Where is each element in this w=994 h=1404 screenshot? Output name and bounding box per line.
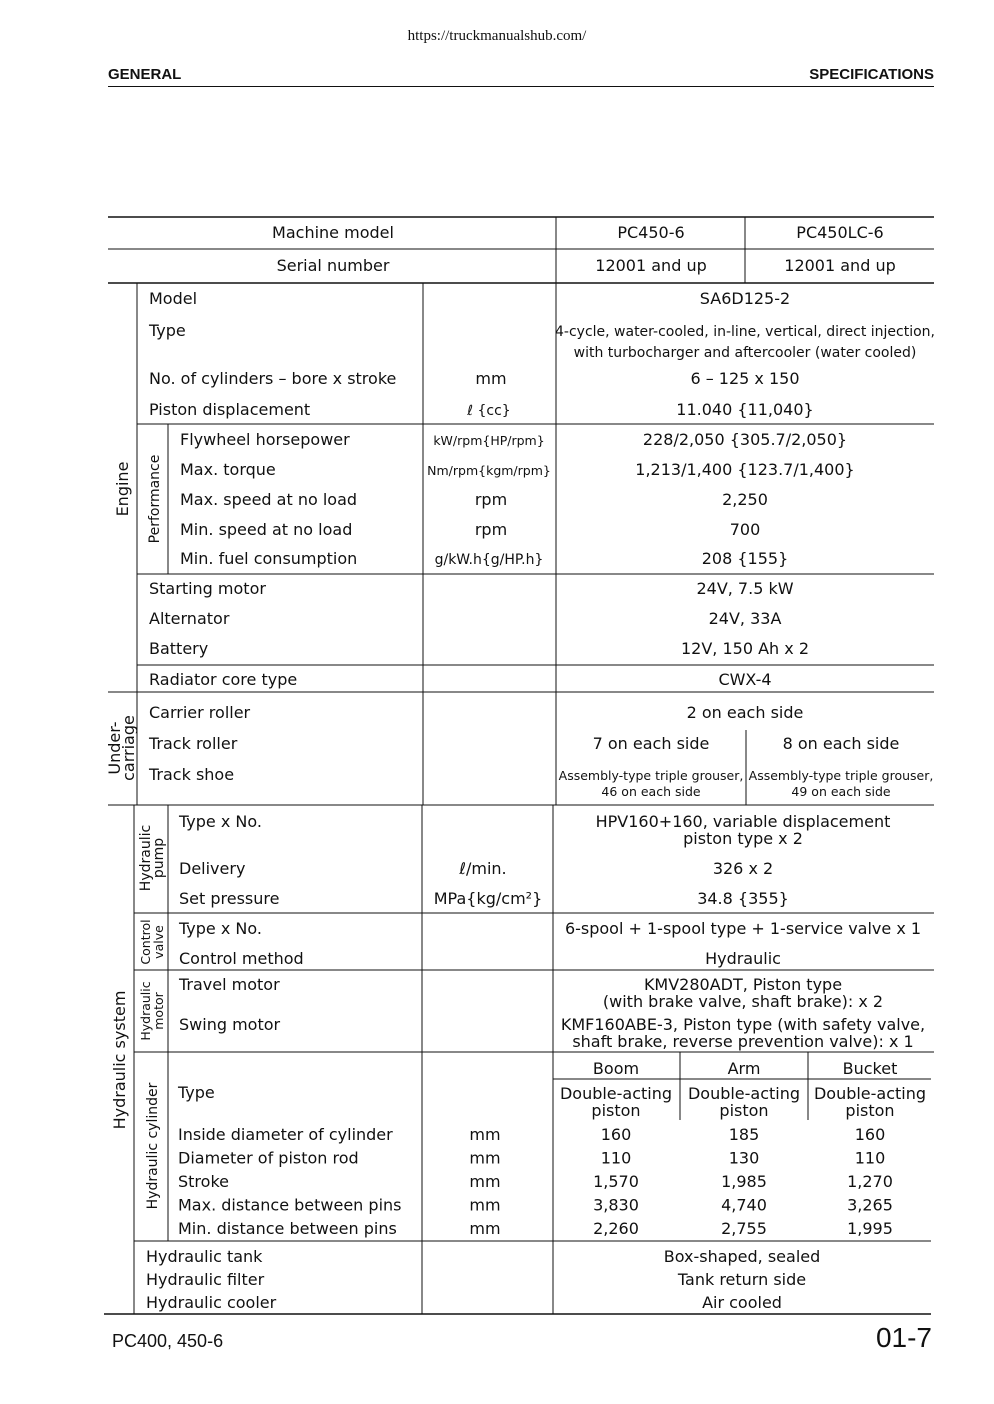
control-method-label: Control method (179, 949, 304, 968)
displacement-unit: ℓ {cc} (467, 403, 511, 419)
track-shoe-col1-line1: Assembly-type triple grouser, (558, 768, 744, 783)
cylinder-col-boom: Boom (592, 1059, 640, 1078)
filter-value: Tank return side (677, 1270, 807, 1289)
fuel-unit: g/kW.h{g/HP.h} (434, 552, 544, 568)
min-speed-unit: rpm (474, 520, 508, 539)
machine-model-col1: PC450-6 (617, 223, 685, 242)
track-shoe-col2-line2: 49 on each side (791, 784, 891, 799)
cylinder-row-label: Min. distance between pins (178, 1219, 397, 1238)
section-hydraulic-pump-label-2: pump (151, 837, 167, 879)
radiator-value: CWX-4 (718, 670, 772, 689)
engine-model-label: Model (149, 289, 198, 308)
swing-motor-label: Swing motor (179, 1015, 281, 1034)
cylinder-row-unit: mm (469, 1219, 501, 1238)
fuel-label: Min. fuel consumption (180, 549, 358, 568)
torque-value: 1,213/1,400 {123.7/1,400} (635, 460, 855, 479)
delivery-unit: ℓ/min. (459, 859, 507, 878)
displacement-label: Piston displacement (149, 400, 311, 419)
track-shoe-col1-line2: 46 on each side (601, 784, 701, 799)
section-undercarriage-label-1: Under- (105, 721, 124, 775)
cylinder-row-arm-value: 130 (728, 1148, 760, 1168)
section-control-valve-label-2: valve (151, 925, 166, 959)
cooler-label: Hydraulic cooler (146, 1293, 277, 1312)
max-speed-label: Max. speed at no load (180, 490, 358, 509)
cylinder-type-bucket-line2: piston (845, 1101, 895, 1120)
cylinders-value: 6 – 125 x 150 (690, 369, 800, 388)
torque-unit: Nm/rpm{kgm/rpm} (427, 463, 551, 478)
cylinder-spec-rows (178, 1125, 893, 1238)
cylinder-row-label: Stroke (178, 1172, 229, 1191)
cylinders-unit: mm (475, 369, 507, 388)
cylinder-row-label: Max. distance between pins (178, 1195, 402, 1215)
alternator-value: 24V, 33A (708, 609, 782, 628)
flywheel-label: Flywheel horsepower (180, 430, 350, 449)
section-hydraulic-motor-label-1: Hydraulic (138, 981, 153, 1041)
section-engine-label: Engine (113, 461, 132, 517)
cylinder-col-arm: Arm (727, 1059, 761, 1078)
max-speed-value: 2,250 (722, 490, 768, 509)
cylinder-row-arm-value: 4,740 (721, 1195, 767, 1215)
track-roller-col1: 7 on each side (592, 734, 710, 753)
delivery-label: Delivery (179, 859, 246, 878)
tank-value: Box-shaped, sealed (663, 1247, 821, 1266)
cylinder-row-boom-value: 160 (600, 1125, 632, 1144)
machine-model-label: Machine model (272, 223, 394, 242)
header-chapter-title: SPECIFICATIONS (809, 66, 934, 83)
cylinder-row-arm-value: 2,755 (721, 1219, 767, 1238)
cylinders-label: No. of cylinders – bore x stroke (149, 369, 397, 388)
set-pressure-value: 34.8 {355} (697, 889, 789, 908)
cylinder-row-boom-value: 110 (600, 1148, 632, 1168)
section-performance-label: Performance (147, 454, 163, 544)
cylinder-row-bucket-value: 1,270 (847, 1172, 893, 1191)
flywheel-unit: kW/rpm{HP/rpm} (433, 433, 545, 448)
cylinder-row-unit: mm (469, 1195, 501, 1215)
cylinder-type-arm-line1: Double-acting (687, 1084, 801, 1103)
machine-model-col2: PC450LC-6 (796, 223, 884, 242)
battery-value: 12V, 150 Ah x 2 (680, 639, 810, 658)
header-section-title: GENERAL (108, 66, 182, 83)
cooler-value: Air cooled (702, 1293, 782, 1312)
track-shoe-col2-line1: Assembly-type triple grouser, (748, 768, 934, 783)
travel-motor-label: Travel motor (179, 975, 280, 994)
cylinder-type-label: Type (178, 1083, 215, 1102)
carrier-roller-label: Carrier roller (149, 703, 251, 722)
battery-label: Battery (149, 639, 209, 658)
section-hydraulic-system-label: Hydraulic system (110, 990, 129, 1130)
flywheel-value: 228/2,050 {305.7/2,050} (642, 430, 848, 449)
valve-type-label: Type x No. (179, 919, 262, 938)
cylinder-row-unit: mm (469, 1172, 501, 1191)
tank-label: Hydraulic tank (146, 1247, 263, 1266)
filter-label: Hydraulic filter (146, 1270, 265, 1289)
engine-type-value-line2: with turbocharger and aftercooler (water cooled) (573, 345, 917, 361)
cylinder-col-bucket: Bucket (842, 1059, 898, 1078)
section-hydraulic-pump-label-1: Hydraulic (138, 824, 154, 892)
set-pressure-label: Set pressure (179, 889, 280, 908)
torque-label: Max. torque (180, 460, 276, 479)
set-pressure-unit: MPa{kg/cm²} (433, 889, 543, 908)
track-shoe-label: Track shoe (149, 765, 235, 784)
footer-model: PC400, 450-6 (112, 1331, 224, 1351)
cylinder-row-bucket-value: 1,995 (847, 1219, 893, 1238)
track-roller-label: Track roller (149, 734, 238, 753)
cylinder-row-bucket-value: 3,265 (847, 1195, 893, 1215)
cylinder-type-bucket-line1: Double-acting (813, 1084, 927, 1103)
travel-motor-value-line2: (with brake valve, shaft brake): x 2 (602, 992, 884, 1011)
engine-type-value-line1: 4-cycle, water-cooled, in-line, vertical, direct injection, (555, 324, 935, 340)
cylinder-row-unit: mm (469, 1148, 501, 1168)
cylinder-row-label: Inside diameter of cylinder (178, 1125, 393, 1144)
section-control-valve-label-1: Control (138, 919, 153, 965)
starter-value: 24V, 7.5 kW (696, 579, 794, 598)
engine-type-label: Type (149, 321, 186, 340)
travel-motor-value-line1: KMV280ADT, Piston type (643, 975, 843, 994)
cylinder-type-boom-line1: Double-acting (559, 1084, 673, 1103)
fuel-value: 208 {155} (701, 549, 789, 568)
source-url[interactable]: https://truckmanualshub.com/ (407, 28, 587, 44)
control-method-value: Hydraulic (705, 949, 781, 968)
starter-label: Starting motor (149, 579, 266, 598)
section-hydraulic-motor-label-2: motor (151, 992, 166, 1030)
cylinder-row-boom-value: 3,830 (593, 1195, 639, 1215)
pump-type-value-line2: piston type x 2 (683, 829, 803, 848)
section-hydraulic-cylinder-label: Hydraulic cylinder (145, 1082, 161, 1210)
max-speed-unit: rpm (474, 490, 508, 509)
swing-motor-value-line1: KMF160ABE-3, Piston type (with safety valve, (560, 1015, 926, 1034)
min-speed-value: 700 (729, 520, 761, 539)
cylinder-type-arm-line2: piston (719, 1101, 769, 1120)
engine-model-value: SA6D125-2 (699, 289, 791, 308)
cylinder-row-boom-value: 2,260 (593, 1219, 639, 1238)
serial-number-col2: 12001 and up (784, 256, 896, 275)
track-roller-col2: 8 on each side (782, 734, 900, 753)
cylinder-row-unit: mm (469, 1125, 501, 1144)
cylinder-type-boom-line2: piston (591, 1101, 641, 1120)
displacement-value: 11.040 {11,040} (676, 400, 814, 419)
cylinder-row-boom-value: 1,570 (593, 1172, 639, 1191)
cylinder-row-arm-value: 1,985 (721, 1172, 767, 1191)
cylinder-row-arm-value: 185 (728, 1125, 760, 1144)
cylinder-row-bucket-value: 160 (854, 1125, 886, 1144)
section-undercarriage-label-2: carriage (119, 715, 138, 781)
cylinder-row-label: Diameter of piston rod (178, 1148, 359, 1168)
footer-page-number: 01-7 (875, 1322, 932, 1353)
serial-number-label: Serial number (276, 256, 390, 275)
pump-type-value-line1: HPV160+160, variable displacement (595, 812, 891, 831)
valve-type-value: 6-spool + 1-spool type + 1-service valve x 1 (564, 919, 922, 938)
carrier-roller-value: 2 on each side (686, 703, 804, 722)
delivery-value: 326 x 2 (712, 859, 774, 878)
alternator-label: Alternator (149, 609, 230, 628)
pump-type-label: Type x No. (179, 812, 262, 831)
swing-motor-value-line2: shaft brake, reverse prevention valve): x 1 (572, 1032, 914, 1051)
min-speed-label: Min. speed at no load (180, 520, 353, 539)
radiator-label: Radiator core type (149, 670, 298, 689)
serial-number-col1: 12001 and up (595, 256, 707, 275)
cylinder-row-bucket-value: 110 (854, 1148, 886, 1168)
